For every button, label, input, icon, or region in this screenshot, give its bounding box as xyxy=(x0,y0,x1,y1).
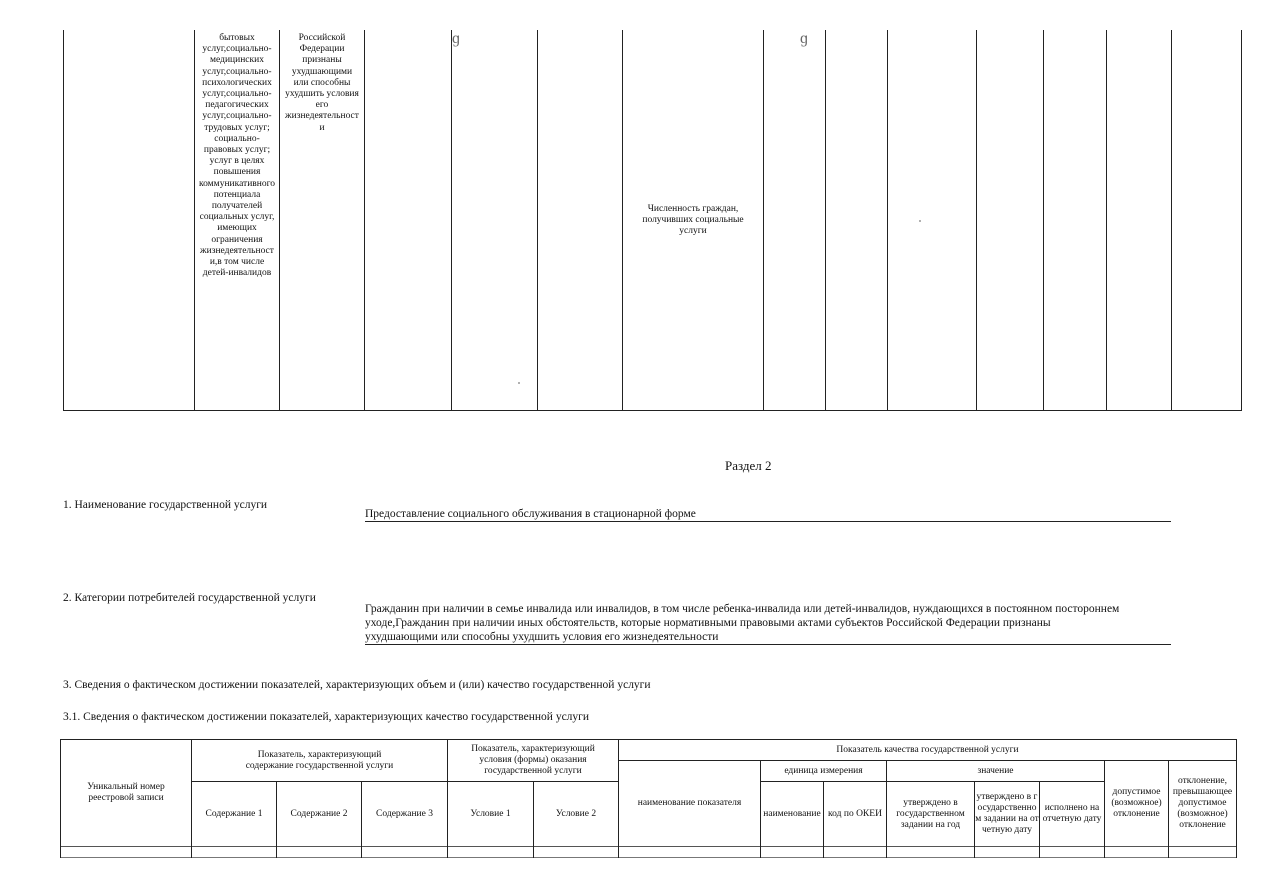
services-line: педагогических xyxy=(205,100,269,111)
category-line: ухудшить условия xyxy=(285,89,359,100)
category-line: или способны xyxy=(293,77,351,88)
item2-underline xyxy=(365,644,1171,645)
content-col-2: Содержание 2 xyxy=(290,808,348,819)
services-line: детей-инвалидов xyxy=(202,268,272,279)
services-line: услуг,социально- xyxy=(202,89,272,100)
unique-number-header: Уникальный номер реестровой записи xyxy=(87,782,165,803)
top-table-category-cell xyxy=(280,33,364,134)
item31-heading: 3.1. Сведения о фактическом достижении показателей, характеризующих качество государственной услуги xyxy=(63,711,590,723)
services-line: повышения xyxy=(213,167,261,178)
category-line: и xyxy=(319,122,325,133)
category-line: Российской xyxy=(298,33,346,43)
indicator-name-header: наименование показателя xyxy=(637,798,742,808)
executed-date-header: исполнено на отчетную дату xyxy=(1042,803,1102,824)
unit-code-header: код по ОКЕИ xyxy=(828,808,882,819)
item2-value-line1: Гражданин при наличии в семье инвалида или инвалидов, в том числе ребенка-инвалида или детей-инвалидов, нуждающихся в постоянном постороннем xyxy=(365,603,1120,615)
services-line: услуг,социально- xyxy=(202,111,272,122)
services-line: услуг,социально- xyxy=(202,44,272,55)
services-line: правовых услуг; xyxy=(203,145,271,156)
scan-dot xyxy=(518,382,520,384)
item2-label: 2. Категории потребителей государственной услуги xyxy=(63,592,316,604)
indicator-line: получивших социальные xyxy=(642,215,744,226)
scan-mark-icon: ɡ xyxy=(452,30,460,47)
category-line: ухудшающими xyxy=(291,66,353,77)
section-title: Раздел 2 xyxy=(725,458,772,473)
value-group-header: значение xyxy=(977,765,1014,776)
condition-group-header: Показатель, характеризующий условия (формы) оказания государственной услуги xyxy=(471,744,595,776)
services-line: психологических xyxy=(202,77,272,88)
allowed-deviation-header: допустимое (возможное) отклонение xyxy=(1111,787,1162,819)
item1-value: Предоставление социального обслуживания в стационарной форме xyxy=(365,508,696,520)
services-line: имеющих xyxy=(217,223,257,234)
condition-col-2: Условие 2 xyxy=(555,808,597,819)
services-line: ограничения xyxy=(211,234,263,245)
services-line: услуг,социально- xyxy=(202,66,272,77)
services-line: социально- xyxy=(214,133,260,144)
services-line: социальных услуг, xyxy=(199,212,275,223)
services-line: медицинских xyxy=(210,55,264,66)
category-line: жизнедеятельност xyxy=(285,111,359,122)
services-line: и,в том числе xyxy=(209,257,265,268)
approved-date-header: утверждено в государственном задании на отчетную дату xyxy=(975,792,1039,835)
approved-year-header: утверждено в государственном задании на год xyxy=(896,797,965,830)
indicator-line: услуги xyxy=(679,226,707,237)
condition-col-1: Условие 1 xyxy=(470,808,511,819)
item1-underline xyxy=(365,521,1171,522)
services-line: коммуникативного xyxy=(198,178,276,189)
services-line: получателей xyxy=(211,201,263,212)
services-line: потенциала xyxy=(213,189,261,200)
category-line: признаны xyxy=(302,55,342,66)
content-group-header: Показатель, характеризующий содержание государственной услуги xyxy=(245,749,394,771)
unit-group-header: единица измерения xyxy=(784,765,863,776)
top-table-indicator-cell xyxy=(623,204,763,238)
content-col-3: Содержание 3 xyxy=(376,808,433,819)
item2-value-line3: ухудшающими или способны ухудшить условия его жизнедеятельности xyxy=(365,631,719,643)
scan-dot xyxy=(919,220,921,222)
item2-value-line2: уходе,Гражданин при наличии иных обстоятельств, которые нормативными правовыми актами субъектов Российской Федерации признаны xyxy=(365,617,1051,629)
category-line: его xyxy=(315,100,329,111)
category-line: Федерации xyxy=(299,44,345,55)
unit-name-header: наименование xyxy=(763,808,821,819)
services-line: жизнедеятельност xyxy=(200,245,274,256)
scan-mark-icon: ɡ xyxy=(800,30,808,47)
quality-group-header: Показатель качества государственной услуги xyxy=(836,744,1019,755)
exceed-deviation-header: отклонение, превышающее допустимое (возможное) отклонение xyxy=(1172,776,1233,830)
item1-label: 1. Наименование государственной услуги xyxy=(63,499,268,511)
top-table-services-cell xyxy=(195,33,279,279)
services-line: услуг в целях xyxy=(209,156,265,167)
indicator-line: Численность граждан, xyxy=(647,204,739,214)
content-col-1: Содержание 1 xyxy=(205,808,263,819)
services-line: трудовых услуг; xyxy=(204,122,270,133)
services-line: бытовых xyxy=(219,33,255,43)
item3-heading: 3. Сведения о фактическом достижении показателей, характеризующих объем и (или) качество государственной услуги xyxy=(63,679,651,691)
